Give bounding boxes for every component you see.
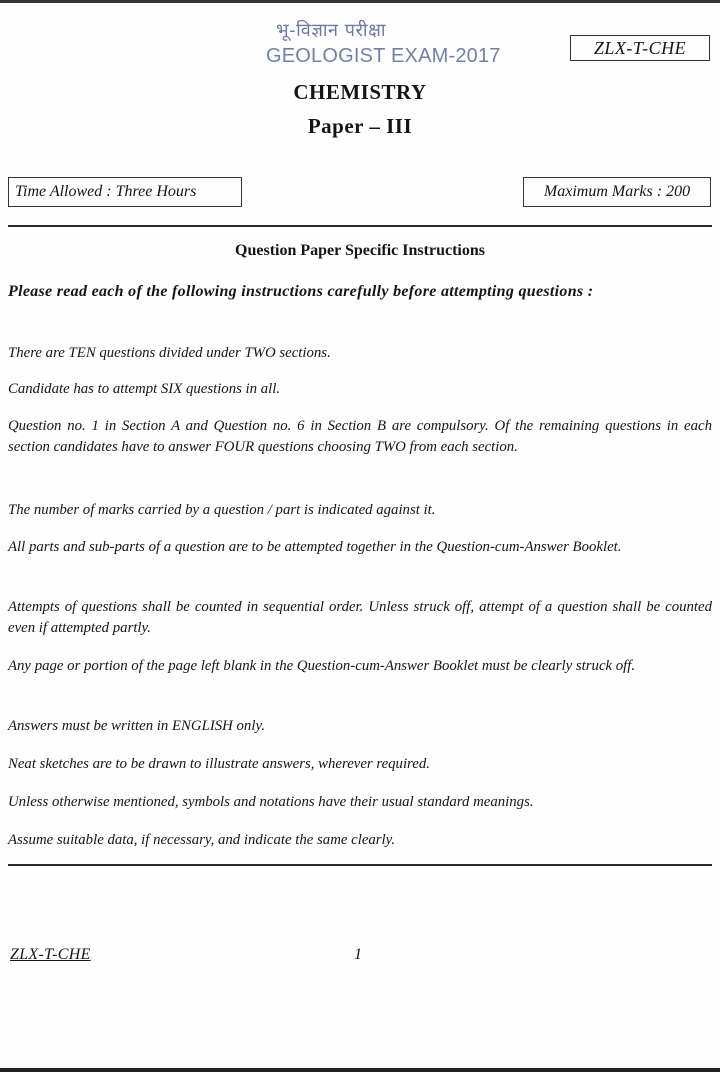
instruction-item: Assume suitable data, if necessary, and indicate the same clearly. bbox=[8, 832, 396, 848]
exam-name-stamp: GEOLOGIST EXAM-2017 bbox=[266, 45, 501, 67]
instruction-item: All parts and sub-parts of a question are to be attempted together in the Question-cum-Answer Booklet. bbox=[8, 539, 622, 555]
paper-title: Paper – III bbox=[307, 114, 413, 138]
instructions-heading: Question Paper Specific Instructions bbox=[235, 242, 485, 259]
bottom-divider bbox=[8, 864, 712, 866]
time-allowed-box: Time Allowed : Three Hours bbox=[8, 177, 242, 207]
instruction-item: Any page or portion of the page left blank in the Question-cum-Answer Booklet must be clearly struck off. bbox=[8, 658, 636, 674]
top-divider bbox=[8, 225, 712, 227]
subject-title: CHEMISTRY bbox=[293, 80, 427, 104]
footer-paper-code: ZLX-T-CHE bbox=[10, 946, 91, 963]
instruction-item: Answers must be written in ENGLISH only. bbox=[8, 718, 265, 734]
instruction-item: Question no. 1 in Section A and Question no. 6 in Section B are compulsory. Of the remaining questions in each section candidates have to answer FOUR questions choosing TWO from each section. bbox=[8, 418, 712, 455]
paper-code-box: ZLX-T-CHE bbox=[570, 35, 710, 61]
bottom-border bbox=[0, 1068, 720, 1072]
page-number: 1 bbox=[354, 946, 362, 963]
instruction-item: Unless otherwise mentioned, symbols and notations have their usual standard meanings. bbox=[8, 794, 534, 810]
maximum-marks-box: Maximum Marks : 200 bbox=[523, 177, 711, 207]
hindi-exam-stamp: भू-विज्ञान परीक्षा bbox=[276, 20, 387, 41]
instruction-item: Attempts of questions shall be counted in sequential order. Unless struck off, attempt of a question shall be counted even if attempted partly. bbox=[8, 599, 712, 636]
instructions-lead: Please read each of the following instructions carefully before attempting questions : bbox=[8, 283, 594, 300]
instruction-item: Neat sketches are to be drawn to illustrate answers, wherever required. bbox=[8, 756, 430, 772]
instruction-item: There are TEN questions divided under TWO sections. bbox=[8, 345, 331, 361]
instruction-item: The number of marks carried by a question / part is indicated against it. bbox=[8, 502, 436, 518]
instruction-item: Candidate has to attempt SIX questions in all. bbox=[8, 381, 281, 397]
top-border bbox=[0, 0, 720, 3]
